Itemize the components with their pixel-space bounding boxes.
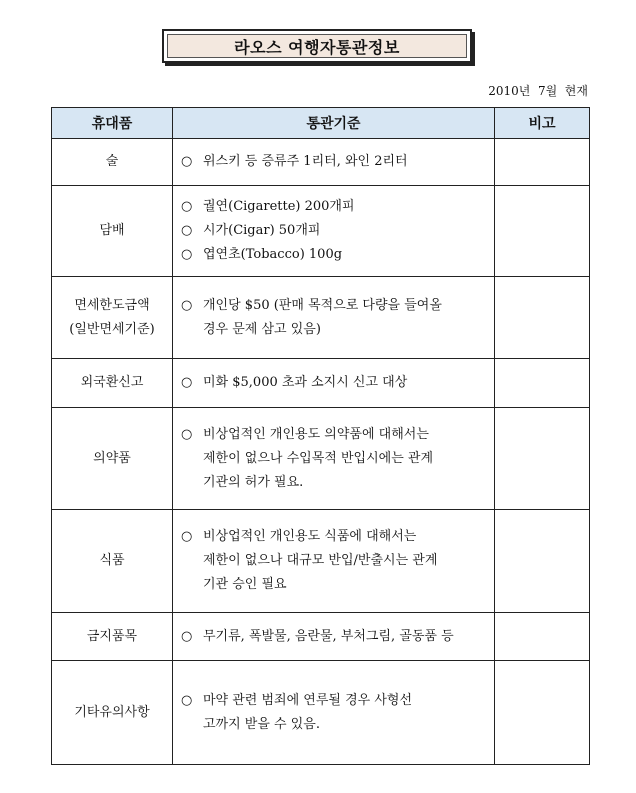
category-label: 술 <box>105 154 119 169</box>
category-label: 식품 <box>99 553 125 568</box>
standard-line: 위스키 등 증류주 1리터, 와인 2리터 <box>203 154 408 169</box>
table-row <box>52 408 590 510</box>
header-note: 비고 <box>495 108 590 139</box>
standard-line: 비상업적인 개인용도 식품에 대해서는 <box>203 529 417 544</box>
category-cell <box>52 359 173 408</box>
bullet-icon: ○ <box>181 628 193 644</box>
table-header-row <box>52 108 590 139</box>
header-standard: 통관기준 <box>173 108 495 139</box>
note-cell <box>495 510 590 613</box>
page-title: 라오스 여행자통관정보 <box>167 34 467 58</box>
note-cell <box>495 359 590 408</box>
bullet-icon: ○ <box>181 692 193 708</box>
category-label: 면세한도금액 <box>74 297 150 313</box>
category-cell <box>52 510 173 613</box>
standard-cell <box>173 139 495 186</box>
category-cell <box>52 186 173 277</box>
standard-line: 제한이 없으나 수입목적 반입시에는 관계 <box>203 450 434 466</box>
standard-line: 미화 $5,000 초과 소지시 신고 대상 <box>203 375 408 390</box>
standard-cell <box>173 408 495 510</box>
customs-table <box>51 107 590 765</box>
category-label: 의약품 <box>93 450 131 466</box>
bullet-icon: ○ <box>181 223 193 238</box>
standard-line: 비상업적인 개인용도 의약품에 대해서는 <box>203 426 429 442</box>
standard-line: 궐연(Cigarette) 200개피 <box>203 199 355 214</box>
table-row <box>52 139 590 186</box>
table-row <box>52 613 590 661</box>
bullet-icon: ○ <box>181 426 193 442</box>
category-label: 담배 <box>99 223 125 238</box>
standard-line: 시가(Cigar) 50개피 <box>203 223 321 238</box>
category-cell <box>52 277 173 359</box>
standard-line: 제한이 없으나 대규모 반입/반출시는 관계 <box>203 553 438 568</box>
note-cell <box>495 277 590 359</box>
standard-line: 고까지 받을 수 있음. <box>203 716 320 732</box>
standard-line: 기관의 허가 필요. <box>203 474 304 490</box>
category-label: 금지품목 <box>86 628 138 644</box>
note-cell <box>495 661 590 765</box>
category-sublabel: (일반면세기준) <box>69 321 155 337</box>
category-label: 기타유의사항 <box>74 704 150 720</box>
category-cell <box>52 613 173 661</box>
standard-cell <box>173 613 495 661</box>
standard-line: 엽연초(Tobacco) 100g <box>203 247 343 262</box>
bullet-icon: ○ <box>181 375 193 390</box>
standard-cell <box>173 186 495 277</box>
date-label: 2010년 7월 현재 <box>488 84 588 98</box>
category-cell <box>52 139 173 186</box>
standard-cell <box>173 510 495 613</box>
table-row <box>52 661 590 765</box>
standard-cell <box>173 661 495 765</box>
note-cell <box>495 139 590 186</box>
standard-line: 무기류, 폭발물, 음란물, 부처그림, 골동품 등 <box>203 628 454 644</box>
note-cell <box>495 408 590 510</box>
table-row <box>52 359 590 408</box>
note-cell <box>495 186 590 277</box>
standard-cell <box>173 359 495 408</box>
category-cell <box>52 408 173 510</box>
standard-cell <box>173 277 495 359</box>
bullet-icon: ○ <box>181 529 193 544</box>
bullet-icon: ○ <box>181 199 193 214</box>
bullet-icon: ○ <box>181 247 193 262</box>
standard-line: 경우 문제 삼고 있음) <box>203 321 321 337</box>
bullet-icon: ○ <box>181 297 193 313</box>
table-row <box>52 510 590 613</box>
category-label: 외국환신고 <box>80 375 144 390</box>
title-box <box>162 29 472 63</box>
note-cell <box>495 613 590 661</box>
category-cell <box>52 661 173 765</box>
standard-line: 마약 관련 범죄에 연루될 경우 사형선 <box>203 692 413 708</box>
table-row <box>52 186 590 277</box>
bullet-icon: ○ <box>181 154 193 169</box>
table-row <box>52 277 590 359</box>
header-item: 휴대품 <box>52 108 173 139</box>
standard-line: 개인당 $50 (판매 목적으로 다량을 들여올 <box>203 297 442 313</box>
standard-line: 기관 승인 필요 <box>203 577 287 592</box>
